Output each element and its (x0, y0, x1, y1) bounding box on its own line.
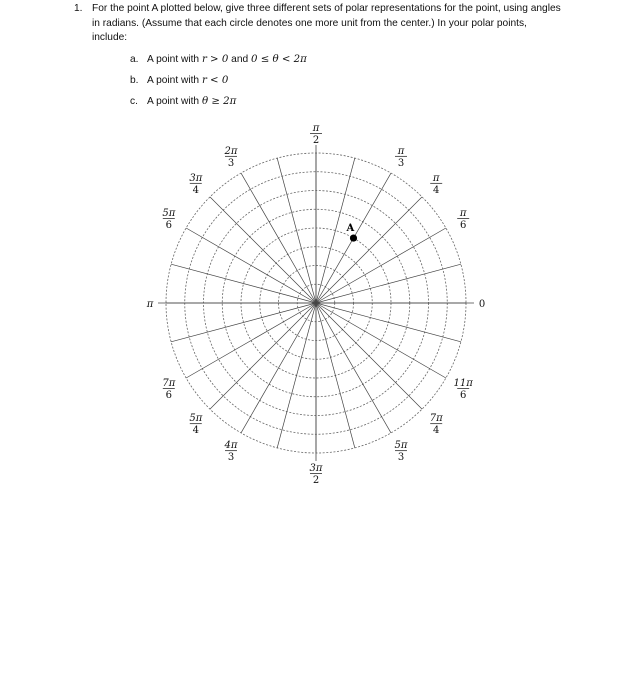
angle-label-7pi-6-num: 7π (162, 378, 176, 389)
part-c-math: θ ≥ 2π (201, 96, 237, 107)
angle-label-pi-6 (457, 208, 469, 231)
angle-label-5pi-3-den: 3 (397, 452, 405, 464)
spoke-225deg (210, 303, 316, 409)
part-a-math: r > 0 (201, 54, 229, 65)
angle-label-2pi-3-num: 2π (224, 145, 238, 157)
spoke-315deg (316, 303, 422, 409)
angle-label-7pi-6-den: 6 (165, 390, 172, 401)
angle-label-5pi-4 (189, 413, 202, 436)
part-a-math2: 0 ≤ θ < 2π (251, 54, 307, 65)
spoke-165deg (171, 264, 316, 303)
angle-label-5pi-6 (162, 208, 175, 231)
angle-label-4pi-3-num: 4π (224, 440, 238, 452)
part-c-prefix: A point with (147, 96, 200, 107)
angle-label-pi-6-den: 6 (460, 220, 467, 231)
spoke-210deg (186, 303, 316, 378)
spoke-285deg (316, 303, 355, 448)
angle-label-3pi-4-num: 3π (189, 172, 203, 184)
part-b-math: r < 0 (201, 75, 229, 86)
angle-label-pi-text: π (146, 299, 154, 310)
spoke-45deg (316, 197, 422, 303)
spoke-105deg (277, 158, 316, 303)
angle-label-7pi-4-den: 4 (433, 425, 440, 437)
angle-label-5pi-3-num: 5π (394, 440, 408, 452)
angle-label-2pi-3-den: 3 (227, 157, 235, 169)
spoke-195deg (171, 303, 316, 342)
angle-label-pi-2 (310, 123, 322, 146)
angle-label-pi-3 (395, 146, 407, 169)
part-a-conj: and (231, 54, 249, 65)
spoke-345deg (316, 303, 461, 342)
angle-label-7pi-4-num: 7π (429, 413, 443, 425)
angle-label-3pi-2-num: 3π (309, 463, 323, 474)
spoke-255deg (277, 303, 316, 448)
angle-label-pi-6-num: π (459, 208, 467, 219)
angle-label-7pi-6 (162, 378, 175, 401)
spoke-300deg (316, 303, 391, 433)
part-a-prefix: A point with (147, 54, 200, 65)
angle-label-3pi-2-den: 2 (312, 475, 320, 486)
part-b-label: b. (130, 75, 139, 86)
angle-label-11pi-6-den: 6 (460, 390, 467, 401)
angle-label-5pi-4-den: 4 (192, 425, 199, 437)
spoke-330deg (316, 303, 446, 378)
spoke-135deg (210, 197, 316, 303)
angle-label-3pi-4-den: 4 (192, 184, 199, 196)
angle-label-4pi-3-den: 3 (227, 452, 235, 464)
spoke-30deg (316, 228, 446, 303)
angle-label-pi-4-num: π (432, 172, 440, 184)
angle-label-pi-3-num: π (397, 145, 405, 157)
angle-label-pi (146, 299, 154, 310)
angle-label-0-text: 0 (478, 299, 486, 310)
part-b-prefix: A point with (147, 75, 200, 86)
angle-label-pi-2-num: π (312, 123, 320, 134)
angle-label-5pi-3 (395, 440, 408, 463)
angle-label-7pi-4 (430, 413, 443, 436)
spoke-240deg (241, 303, 316, 433)
angle-label-pi-2-den: 2 (312, 135, 320, 146)
spoke-120deg (241, 173, 316, 303)
spoke-150deg (186, 228, 316, 303)
point-a (350, 234, 357, 241)
angle-label-11pi-6-num: 11π (453, 378, 473, 389)
angle-label-5pi-6-den: 6 (165, 220, 172, 231)
angle-label-4pi-3 (224, 440, 238, 463)
angle-label-pi-3-den: 3 (397, 157, 405, 169)
angle-label-11pi-6 (454, 378, 474, 401)
angle-label-2pi-3 (224, 146, 238, 169)
angle-label-3pi-4 (189, 173, 202, 196)
angle-label-5pi-4-num: 5π (189, 413, 203, 425)
angle-label-3pi-2 (310, 463, 323, 486)
part-a-label: a. (130, 54, 139, 65)
point-a-label: A (346, 223, 355, 234)
angle-label-5pi-6-num: 5π (162, 208, 176, 219)
spoke-15deg (316, 264, 461, 303)
part-c-label: c. (130, 96, 138, 107)
angle-label-pi-4-den: 4 (433, 184, 440, 196)
angle-label-pi-4 (430, 173, 442, 196)
question-text: For the point A plotted below, give three different sets of polar representations for the point, using angles in radians. (Assume that each circle denotes one more unit from the center.) In your polar points, include: (92, 3, 561, 43)
question-number: 1. (74, 3, 83, 14)
angle-label-0 (479, 299, 485, 310)
